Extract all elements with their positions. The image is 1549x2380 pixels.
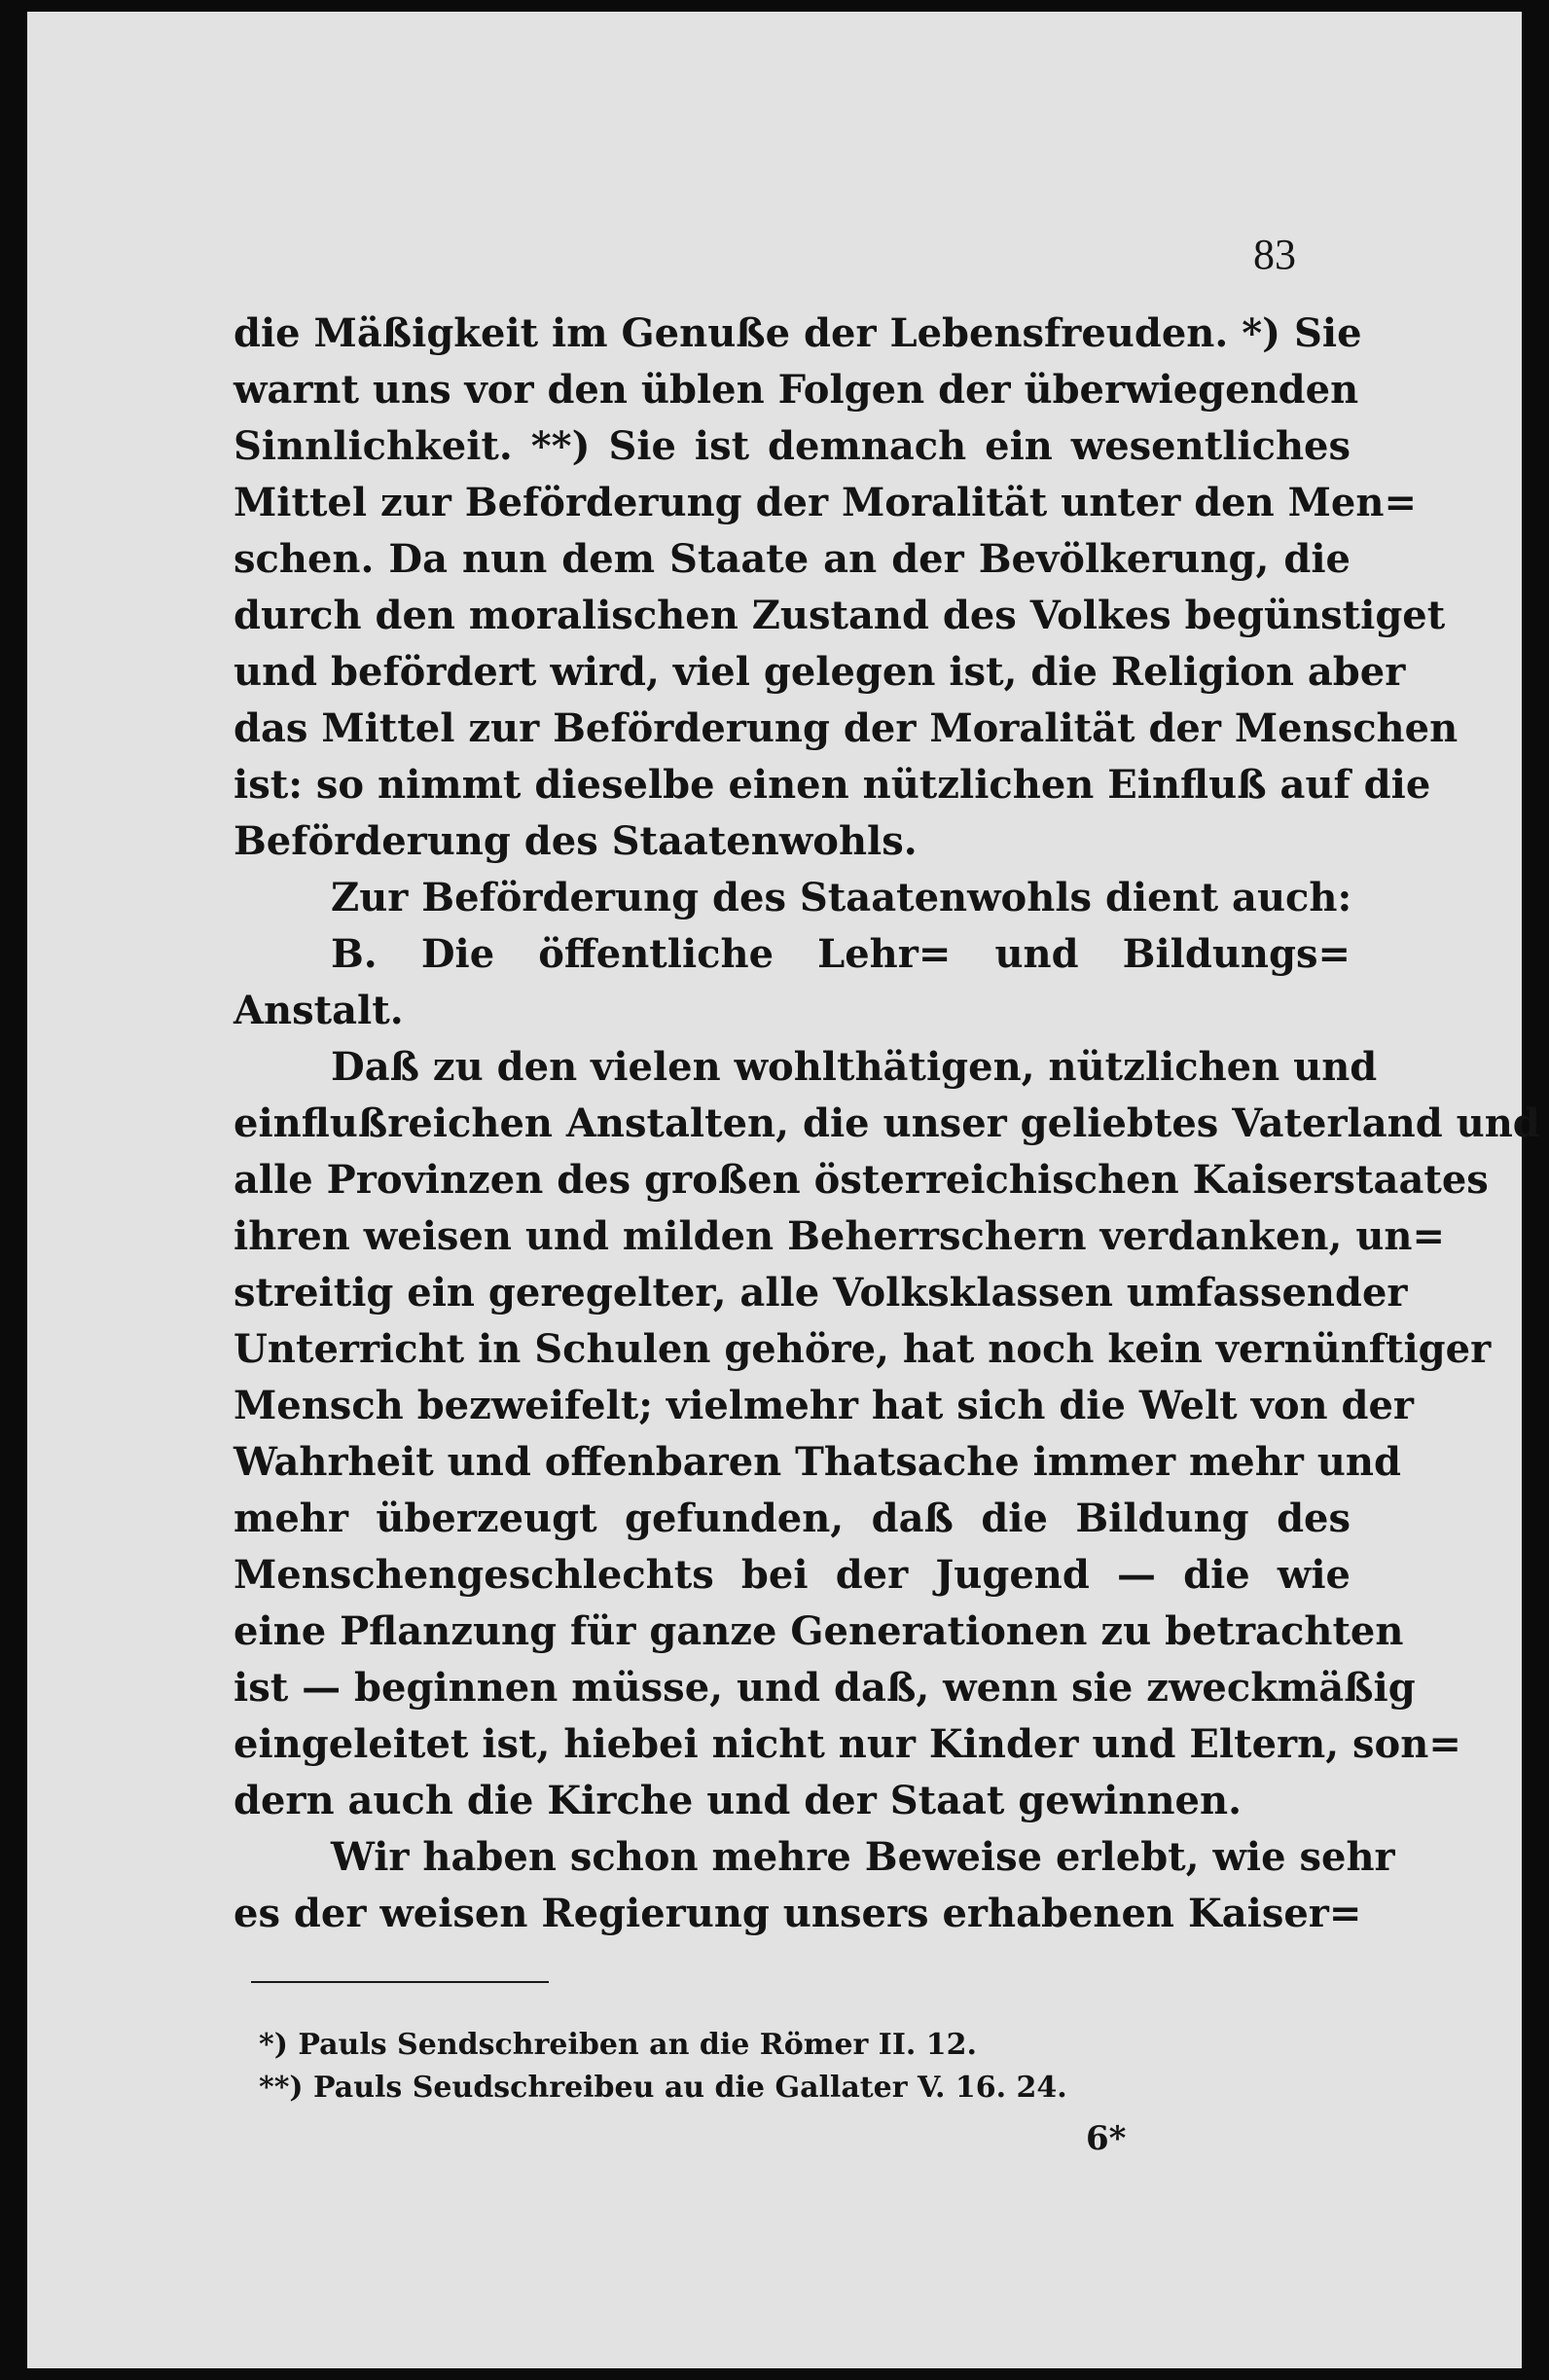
text-line: schen. Da nun dem Staate an der Bevölkerung, die (234, 536, 1351, 582)
text-line: warnt uns vor den üblen Folgen der überwiegenden (234, 367, 1359, 413)
text-line: einflußreichen Anstalten, die unser geliebtes Vaterland und (234, 1100, 1540, 1146)
signature-mark: 6* (1086, 2119, 1127, 2158)
text-line: streitig ein geregelter, alle Volksklassen umfassender (234, 1270, 1408, 1316)
text-line: Wahrheit und offenbaren Thatsache immer mehr und (234, 1439, 1401, 1485)
text-line: die Mäßigkeit im Genuße der Lebensfreuden. *) Sie (234, 310, 1362, 356)
text-line: dern auch die Kirche und der Staat gewinnen. (234, 1778, 1242, 1823)
text-line: Unterricht in Schulen gehöre, hat noch kein vernünftiger (234, 1326, 1492, 1372)
text-line: Wir haben schon mehre Beweise erlebt, wie sehr (331, 1834, 1395, 1880)
text-line: alle Provinzen des großen österreichischen Kaiserstaates (234, 1157, 1489, 1203)
text-line: durch den moralischen Zustand des Volkes begünstiget (234, 593, 1446, 638)
body-text (234, 306, 1540, 1942)
page-number: 83 (1253, 231, 1296, 278)
text-line: das Mittel zur Beförderung der Moralität der Menschen (234, 705, 1459, 751)
section-heading: B. Die öffentliche Lehr= und Bildungs= (331, 931, 1351, 977)
text-line: Beförderung des Staatenwohls. (234, 818, 918, 864)
text-line: eingeleitet ist, hiebei nicht nur Kinder und Eltern, son= (234, 1721, 1461, 1767)
text-line: eine Pflanzung für ganze Generationen zu betrachten (234, 1608, 1404, 1654)
text-line: Mittel zur Beförderung der Moralität unter den Men= (234, 480, 1417, 525)
footnote: **) Pauls Seudschreibeu au die Gallater V. 16. 24. (259, 2071, 1067, 2105)
footnotes (259, 2024, 1135, 2110)
footnote-divider (251, 1981, 549, 1983)
text-line: Menschengeschlechts bei der Jugend — die wie (234, 1552, 1351, 1598)
book-page (27, 12, 1540, 2368)
text-line: mehr überzeugt gefunden, daß die Bildung des (234, 1496, 1351, 1541)
footnote: *) Pauls Sendschreiben an die Römer II. 12. (259, 2028, 977, 2062)
text-line: Daß zu den vielen wohlthätigen, nützlichen und (331, 1044, 1378, 1090)
text-line: Zur Beförderung des Staatenwohls dient auch: (331, 875, 1352, 920)
text-line: es der weisen Regierung unsers erhabenen Kaiser= (234, 1891, 1362, 1936)
text-line: ihren weisen und milden Beherrschern verdanken, un= (234, 1213, 1445, 1259)
text-line: Sinnlichkeit. **) Sie ist demnach ein wesentliches (234, 423, 1351, 469)
text-line: ist — beginnen müsse, und daß, wenn sie zweckmäßig (234, 1665, 1416, 1711)
text-line: Mensch bezweifelt; vielmehr hat sich die Welt von der (234, 1383, 1415, 1428)
text-line: ist: so nimmt dieselbe einen nützlichen Einfluß auf die (234, 762, 1431, 808)
section-heading: Anstalt. (234, 988, 404, 1033)
text-line: und befördert wird, viel gelegen ist, die Religion aber (234, 649, 1406, 695)
